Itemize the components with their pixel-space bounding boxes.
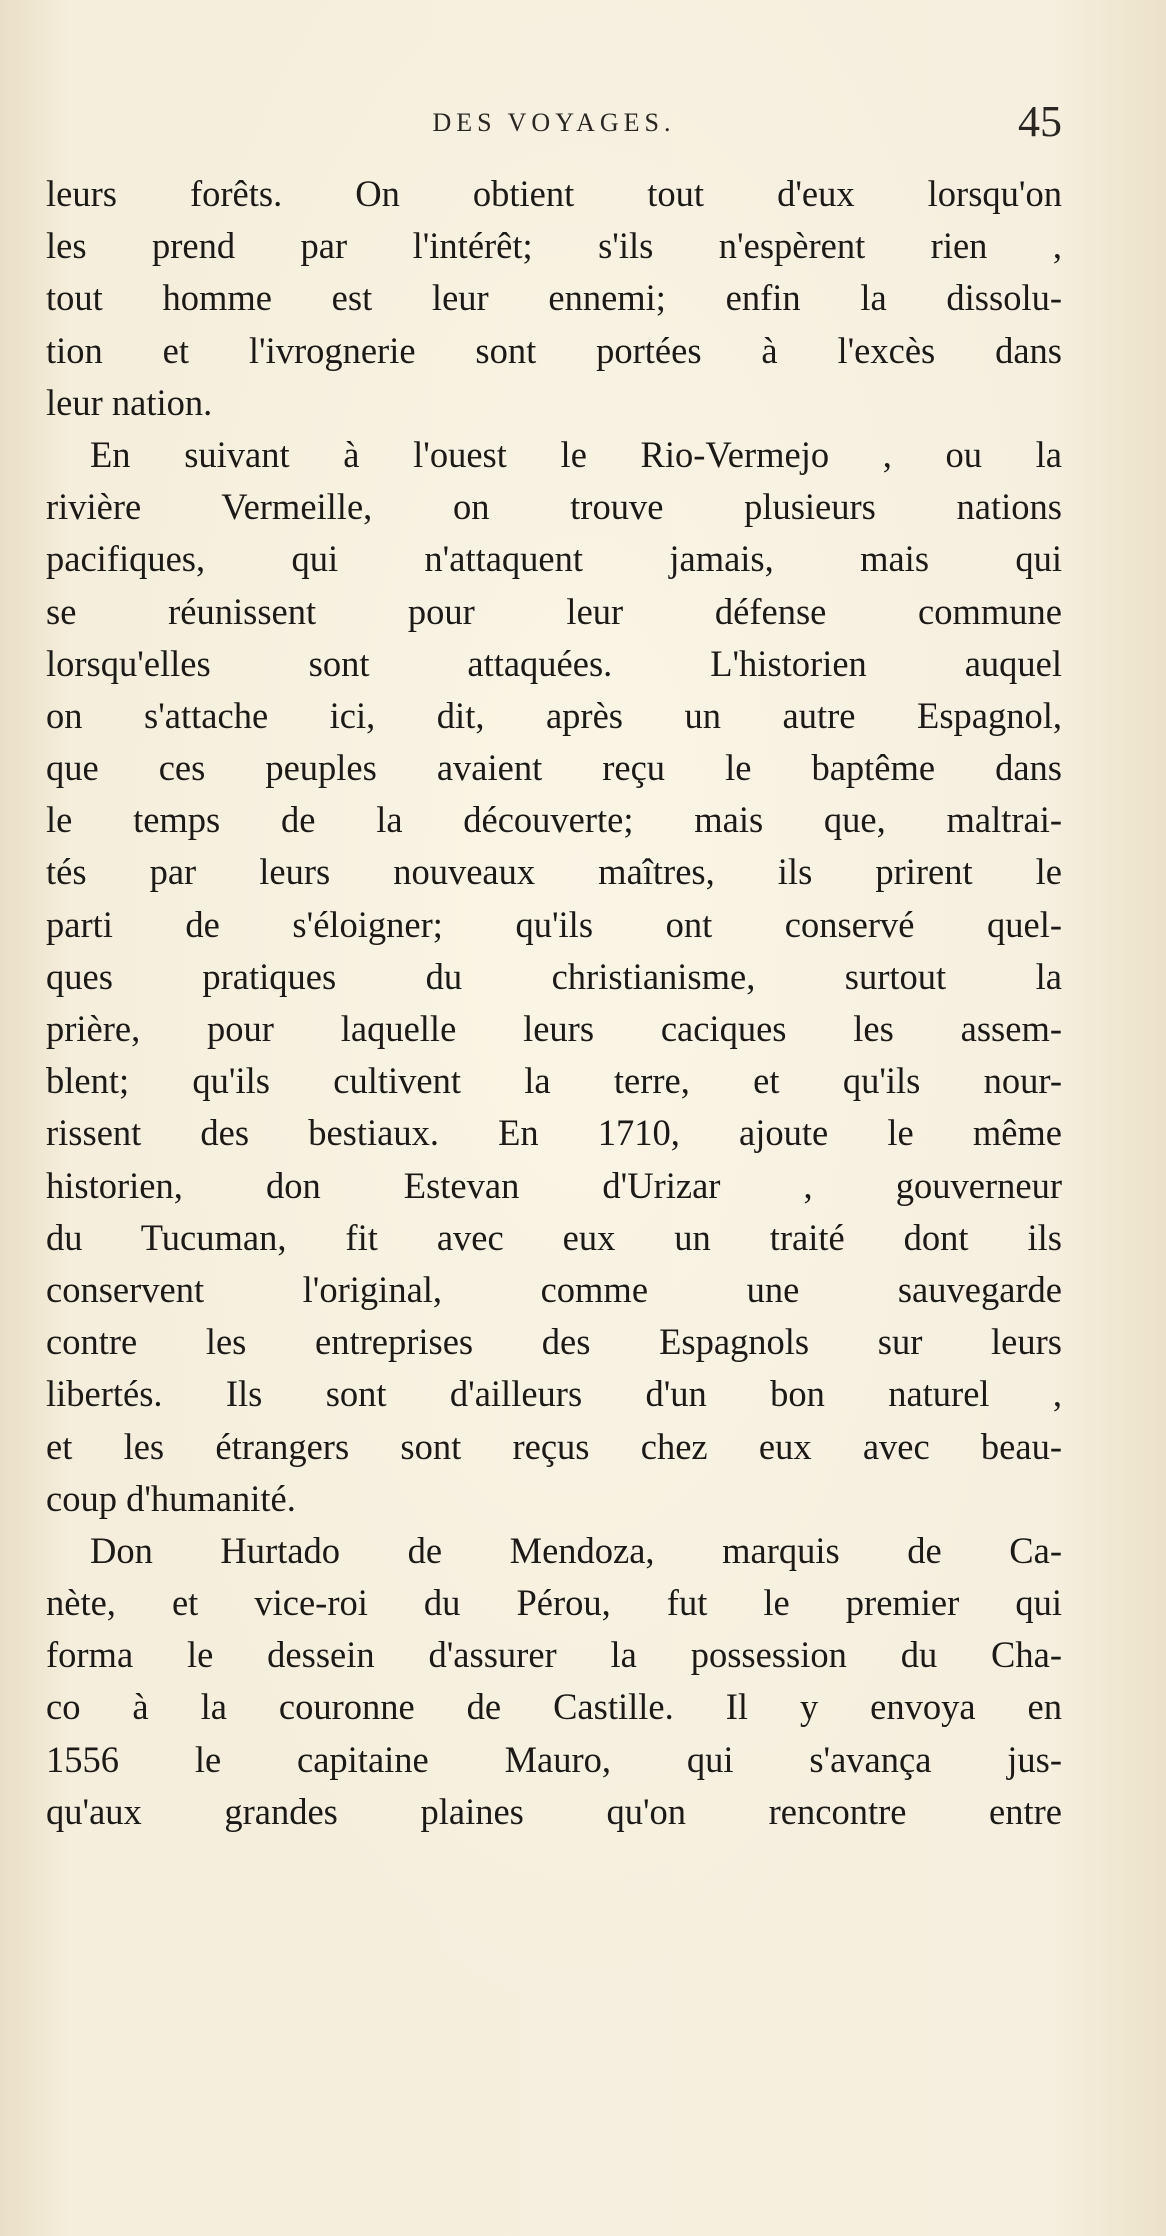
text-line: on s'attache ici, dit, après un autre Espagnol, [46, 694, 1062, 736]
text-line: le temps de la découverte; mais que, maltrai- [46, 799, 1062, 841]
text-line: leurs forêts. On obtient tout d'eux lorsqu'on [46, 173, 1062, 214]
text-line: 1556 le capitaine Mauro, qui s'avança jus- [46, 1738, 1062, 1780]
text-line: que ces peuples avaient reçu le baptême dans [46, 747, 1062, 789]
text-line: En suivant à l'ouest le Rio-Vermejo , ou la [90, 433, 1062, 475]
text-line: se réunissent pour leur défense commune [46, 590, 1062, 632]
text-line: libertés. Ils sont d'ailleurs d'un bon naturel , [46, 1373, 1062, 1415]
body-text [46, 168, 1062, 1838]
text-line: leur nation. [46, 381, 213, 423]
text-line: ques pratiques du christianisme, surtout la [46, 955, 1062, 997]
text-line: blent; qu'ils cultivent la terre, et qu'ils nour- [46, 1060, 1062, 1102]
text-line: tés par leurs nouveaux maîtres, ils prirent le [46, 851, 1062, 893]
text-line: historien, don Estevan d'Urizar , gouverneur [46, 1164, 1062, 1206]
paragraph-1 [46, 168, 1062, 429]
paragraph-3 [46, 1525, 1062, 1838]
text-line: nète, et vice-roi du Pérou, fut le premier qui [46, 1582, 1062, 1624]
text-line: coup d'humanité. [46, 1477, 296, 1519]
text-line: contre les entreprises des Espagnols sur leurs [46, 1321, 1062, 1363]
text-line: Don Hurtado de Mendoza, marquis de Ca- [90, 1529, 1062, 1571]
page-number: 45 [1018, 97, 1062, 146]
text-line: rissent des bestiaux. En 1710, ajoute le même [46, 1112, 1062, 1154]
text-line: lorsqu'elles sont attaquées. L'historien auquel [46, 642, 1062, 684]
text-line: qu'aux grandes plaines qu'on rencontre entre [46, 1790, 1062, 1832]
text-line: conservent l'original, comme une sauvegarde [46, 1268, 1062, 1310]
text-line: tion et l'ivrognerie sont portées à l'excès dans [46, 329, 1062, 371]
text-line: forma le dessein d'assurer la possession du Cha- [46, 1634, 1062, 1676]
text-line: pacifiques, qui n'attaquent jamais, mais qui [46, 538, 1062, 580]
text-line: co à la couronne de Castille. Il y envoya en [46, 1686, 1062, 1728]
running-title: DES VOYAGES. [432, 108, 676, 137]
text-line: tout homme est leur ennemi; enfin la dissolu- [46, 277, 1062, 319]
text-line: rivière Vermeille, on trouve plusieurs nations [46, 486, 1062, 528]
paragraph-2 [46, 429, 1062, 1525]
text-line: du Tucuman, fit avec eux un traité dont ils [46, 1216, 1062, 1258]
text-line: et les étrangers sont reçus chez eux avec beau- [46, 1425, 1062, 1467]
page-header [46, 97, 1062, 160]
text-line: prière, pour laquelle leurs caciques les assem- [46, 1008, 1062, 1049]
text-line: les prend par l'intérêt; s'ils n'espèrent rien , [46, 225, 1062, 267]
text-line: parti de s'éloigner; qu'ils ont conservé quel- [46, 903, 1062, 945]
